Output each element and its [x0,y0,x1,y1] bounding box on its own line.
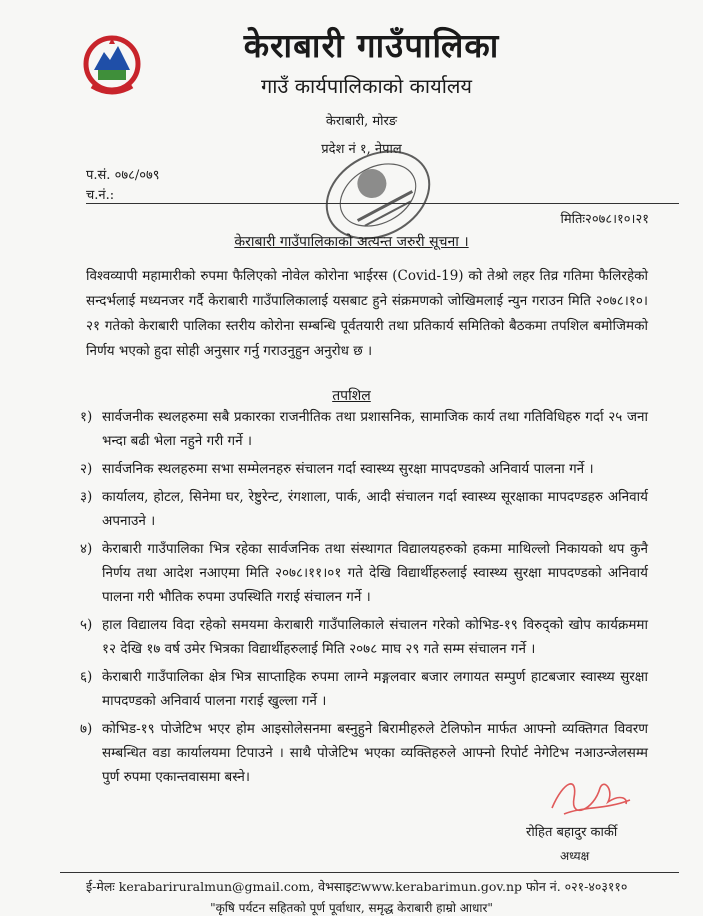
item-text: कोभिड-१९ पोजेटिभ भएर होम आइसोलेसनमा बस्नुहुने बिरामीहरुले टेलिफोन मार्फत आफ्नो व्यक्तिगत विवरण सम्बन्धित वडा कार्यालयमा टिपाउने । साथै पोजेटिभ भएका व्यक्तिहरुले आफ्नो रिपोर्ट नेगेटिभ नआउन्जेलसम्म पुर्ण रुपमा एकान्तवासमा बस्ने। [102,721,648,785]
reference-number: प.सं. ०७८/०७९ [86,168,160,183]
footer-slogan: "कृषि पर्यटन सहितको पूर्ण पूर्वाधार, समृद्ध केराबारी हाम्रो आधार" [210,901,493,915]
list-item [80,405,648,453]
list-item [80,613,648,661]
item-text: केराबारी गाउँपालिका भित्र रहेका सार्वजनिक तथा संस्थागत विद्यालयहरुको हकमा माथिल्लो निकायको थप कुनै निर्णय तथा आदेश नआएमा मिति २०७८।११।०१ गते देखि विद्यार्थीहरुलाई स्वास्थ्य सुरक्षा मापदण्डको अनिवार्य पालना गरी भौतिक रुपमा उपस्थिति गराई संचालन गर्ने । [102,541,648,605]
item-number: ६) [80,669,93,685]
list-item [80,485,648,533]
item-text: सार्वजनिक स्थलहरुमा सभा सम्मेलनहरु संचालन गर्दा स्वास्थ्य सुरक्षा मापदण्डको अनिवार्य पालना गर्ने । [102,461,594,477]
decision-list [80,405,648,793]
letter-date: मितिः२०७८।१०।२१ [560,212,649,227]
municipality-title: केराबारी गाउँपालिका [243,26,500,65]
notice-title [0,232,703,251]
item-text: सार्वजनीक स्थलहरुमा सबै प्रकारका राजनीतिक तथा प्रशासनिक, सामाजिक कार्य तथा गतिविधिहरु गर्दा २५ जना भन्दा बढी भेला नहुने गरी गर्ने । [102,409,648,449]
item-number: २) [80,461,93,477]
list-heading: तपशिल [332,388,371,404]
header-divider [86,203,679,204]
address-line-1: केराबारी, मोरङ [325,114,398,129]
signature-mark [544,770,634,820]
item-number: ७) [80,721,93,737]
list-item [80,457,648,481]
address-line-2: प्रदेश नं १, नेपाल [321,142,402,157]
item-number: ३) [80,489,93,505]
signatory-name: रोहित बहादुर कार्की [526,825,618,840]
footer-divider [60,872,679,873]
intro-paragraph: विश्वव्यापी महामारीको रुपमा फैलिएको नोवेल कोरोना भाईरस (Covid-19) को तेश्रो लहर तिव्र गतिमा फैलिरहेको सन्दर्भलाई मध्यनजर गर्दै केराबारी गाउँपालिकालाई यसबाट हुने संक्रमणको जोखिमलाई न्युन गराउन मिति २०७८।१०।२१ गतेको केराबारी पालिका स्तरीय कोरोना सम्बन्धि पूर्वतयारी तथा प्रतिकार्य समितिको बैठकमा तपशिल बमोजिमको निर्णय भएको हुदा सोही अनुसार गर्नु गराउनुहुन अनुरोध छ । [86,268,648,359]
item-text: कार्यालय, होटल, सिनेमा घर, रेष्टुरेन्ट, रंगशाला, पार्क, आदी संचालन गर्दा स्वास्थ्य सूरक्षाका मापदण्डहरु अनिवार्य अपनाउने । [102,489,648,529]
notice-title-text: केराबारी गाउँपालिकाको अत्यन्त जरुरी सूचना । [234,234,469,250]
signatory-role: अध्यक्ष [560,849,590,863]
item-number: १) [80,409,93,425]
reference-block [86,166,160,206]
office-subtitle: गाउँ कार्यपालिकाको कार्यालय [260,74,473,98]
list-item [80,665,648,713]
item-number: ५) [80,617,93,633]
item-number: ४) [80,541,93,557]
item-text: केराबारी गाउँपालिका क्षेत्र भित्र साप्ताहिक रुपमा लाग्ने मङ्गलवार बजार लगायत सम्पुर्ण हाटबजार स्वास्थ्य सुरक्षा मापदण्डको अनिवार्य पालना गराई खुल्ला गर्ने । [102,669,648,709]
item-text: हाल विद्यालय विदा रहेको समयमा केराबारी गाउँपालिकाले संचालन गरेको कोभिड-१९ विरुद्को खोप कार्यक्रममा १२ देखि १७ वर्ष उमेर भित्रका विद्यार्थीहरुलाई मिति २०७८ माघ २९ गते सम्म संचालन गर्ने । [102,617,648,657]
dispatch-number: च.नं.: [86,188,115,203]
contact-footer: ई-मेलः kerabariruralmun@gmail.com, वेभसाइटःwww.kerabarimun.gov.np फोन नं. ०२१-४०३११० [86,879,628,894]
list-item [80,537,648,609]
